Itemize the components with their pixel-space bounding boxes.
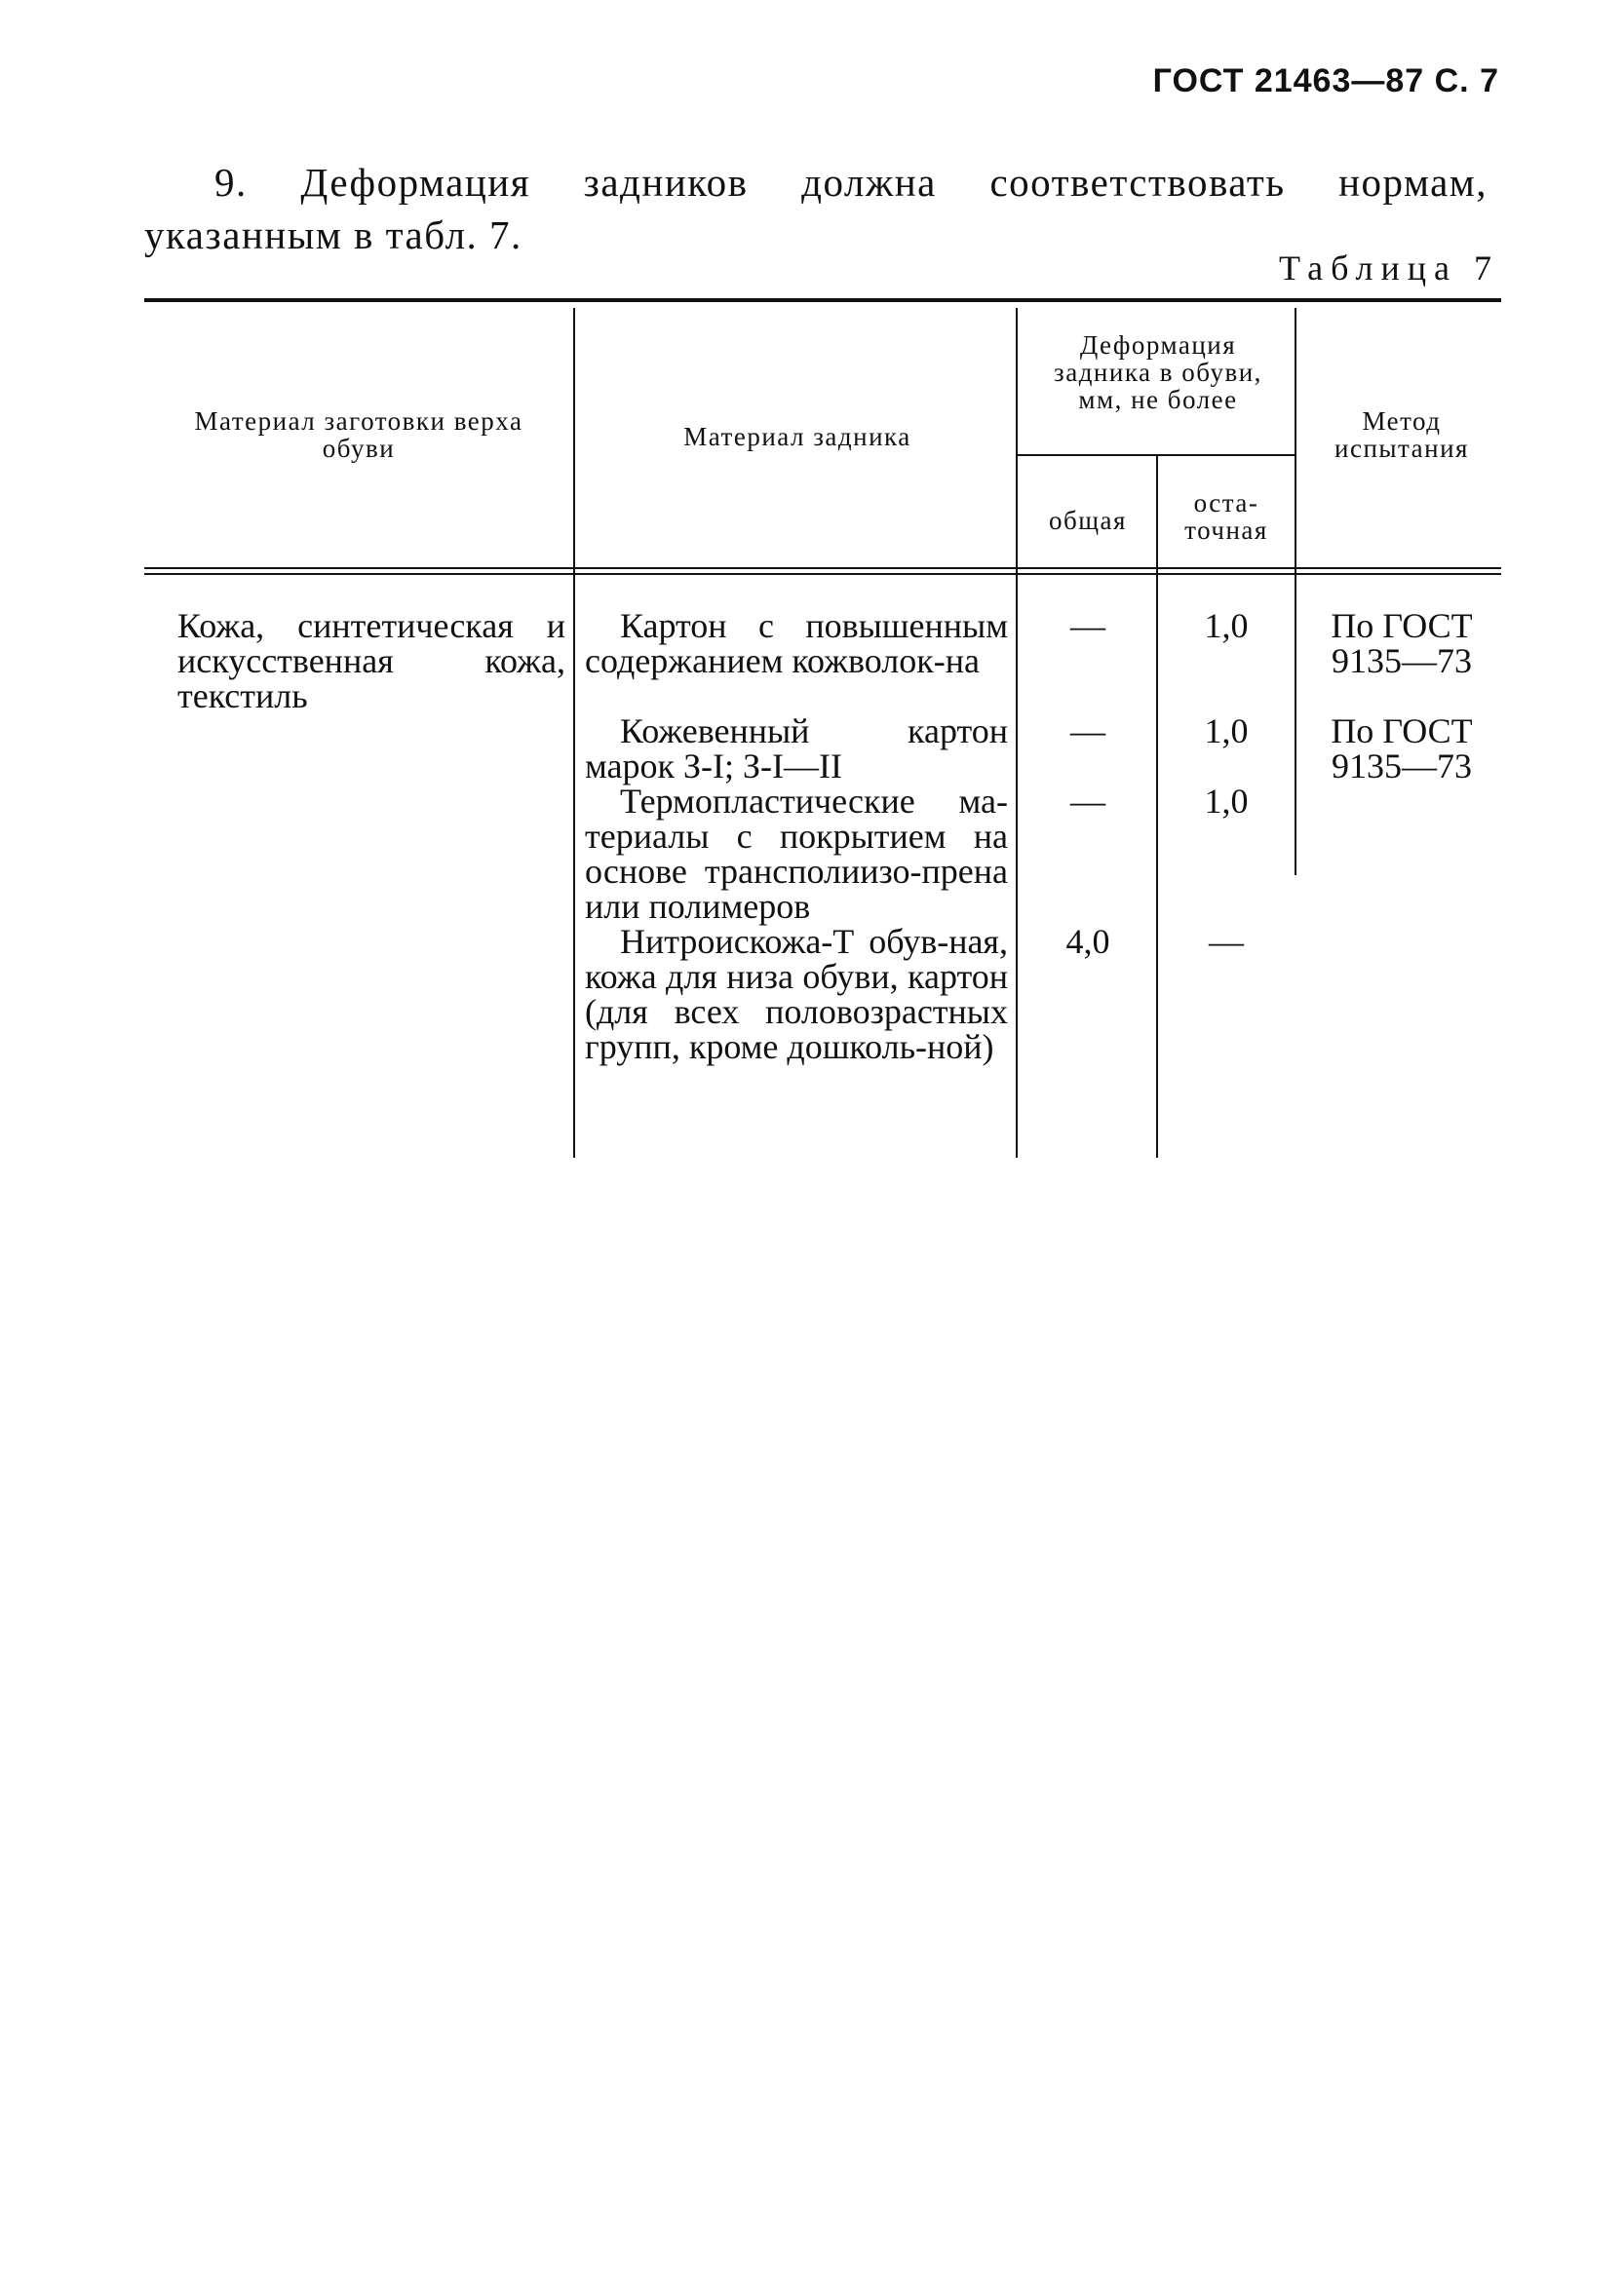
upper-material-value: Кожа, синтетическая и искусственная кожа, текстиль [177, 606, 565, 715]
header-upper-material: Материал заготовки верха обуви [194, 406, 523, 463]
header-deformation: Деформация задника в обуви, мм, не более [1054, 330, 1262, 414]
header-method: Метод испытания [1334, 406, 1469, 463]
col-divider-2 [1016, 308, 1018, 1158]
col-divider-3 [1156, 456, 1158, 1158]
table-row-4-material: Нитроискожа-Т обув-ная, кожа для низа обуви, картон (для всех половозрастных групп, кроме дошколь-ной) [585, 922, 1008, 1066]
table-7 [144, 298, 1501, 1156]
header-total: общая [1049, 506, 1127, 535]
table-row-1-material: Картон с повышенным содержанием кожволок-на [585, 606, 1008, 680]
table-row-1-residual: 1,0 [1204, 606, 1249, 645]
table-row-2-material: Кожевенный картон марок З-I; З-I—II [585, 711, 1008, 785]
col-divider-1 [573, 308, 575, 1158]
header-bottom-rule-double [144, 573, 1501, 575]
table-row-1-method: По ГОСТ 9135—73 [1331, 606, 1473, 680]
header-bottom-rule [144, 567, 1501, 569]
table-row-3-material: Термопластические ма-териалы с покрытием на основе трансполиизо-прена или полимеров [585, 782, 1008, 926]
table-caption: Таблица 7 [1279, 249, 1499, 287]
table-row-2-total: — [1070, 711, 1105, 750]
header-residual: оста-точная [1184, 488, 1268, 545]
table-row-1-total: — [1070, 606, 1105, 645]
paragraph-9: 9. Деформация задников должна соответствовать нормам, указанным в табл. 7. [144, 160, 1488, 257]
table-row-3-residual: 1,0 [1204, 782, 1249, 821]
page-header: ГОСТ 21463—87 С. 7 [1152, 62, 1499, 99]
col-divider-4 [1295, 308, 1296, 875]
table-row-2-residual: 1,0 [1204, 711, 1249, 750]
table-row-4-residual: — [1209, 922, 1244, 961]
table-row-2-method: По ГОСТ 9135—73 [1331, 711, 1473, 785]
table-top-rule [144, 298, 1501, 302]
table-row-4-total: 4,0 [1065, 922, 1110, 961]
table-row-3-total: — [1070, 782, 1105, 821]
header-counter-material: Материал задника [683, 422, 911, 451]
